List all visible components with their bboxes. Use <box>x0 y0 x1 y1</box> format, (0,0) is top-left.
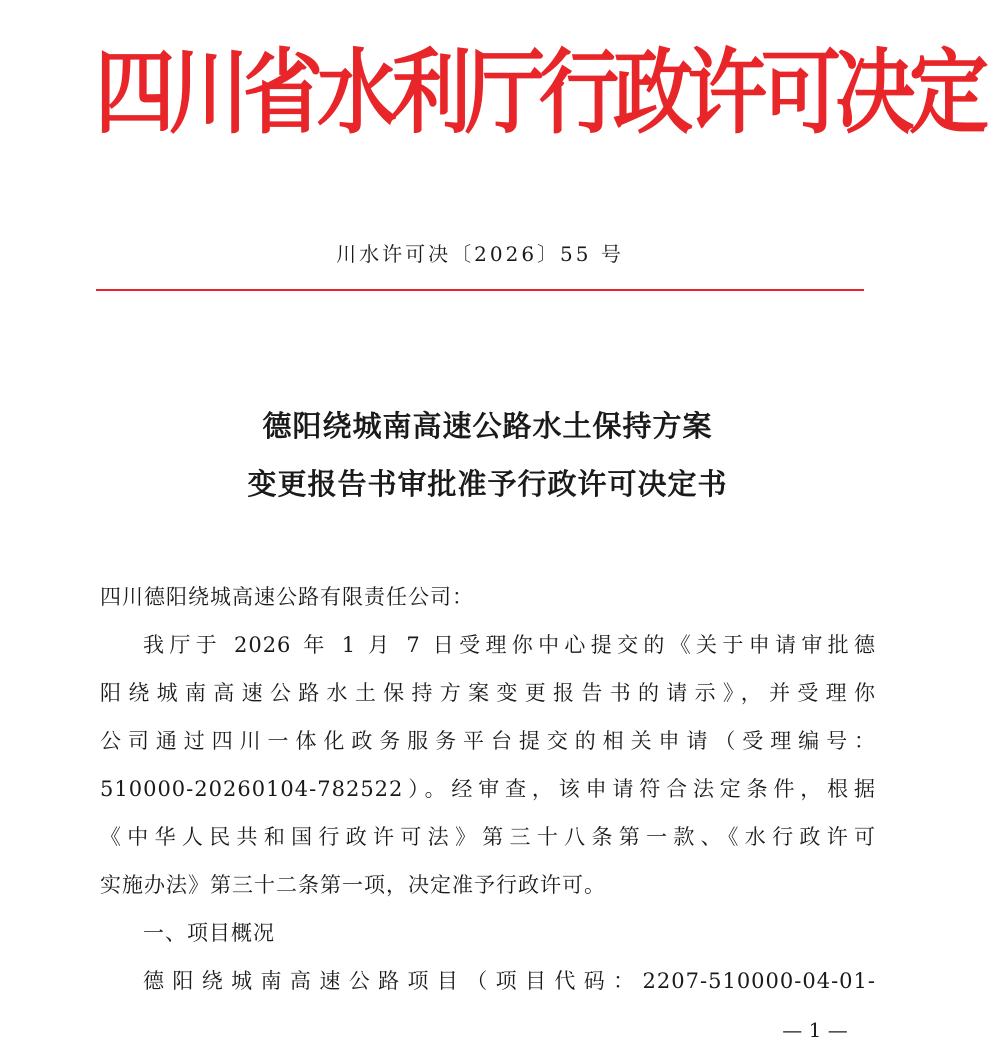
section-1-line-1: 德阳绕城南高速公路项目（项目代码：2207-510000-04-01- <box>143 969 876 993</box>
agency-masthead-title: 四川省水利厅行政许可决定 <box>95 39 983 147</box>
body-line-4: 510000-20260104-782522）。经审查，该申请符合法定条件，根据 <box>100 777 876 801</box>
document-title-line-2: 变更报告书审批准予行政许可决定书 <box>247 467 728 501</box>
body-line-2: 阳绕城南高速公路水土保持方案变更报告书的请示》，并受理你 <box>100 681 876 705</box>
red-separator-line <box>96 289 864 291</box>
section-heading-project-overview: 一、项目概况 <box>143 921 275 945</box>
page-number: — 1 — <box>782 1018 848 1042</box>
addressee: 四川德阳绕城高速公路有限责任公司： <box>100 585 474 609</box>
body-line-3: 公司通过四川一体化政务服务平台提交的相关申请（受理编号： <box>100 729 876 753</box>
document-title-line-1: 德阳绕城南高速公路水土保持方案 <box>262 409 713 443</box>
document-number: 川水许可决〔2026〕55 号 <box>336 242 624 266</box>
body-line-5: 《中华人民共和国行政许可法》第三十八条第一款、《水行政许可 <box>100 825 876 849</box>
body-line-6: 实施办法》第三十二条第一项，决定准予行政许可。 <box>100 873 606 897</box>
body-line-1: 我厅于 2026 年 1 月 7 日受理你中心提交的《关于申请审批德 <box>143 633 876 657</box>
